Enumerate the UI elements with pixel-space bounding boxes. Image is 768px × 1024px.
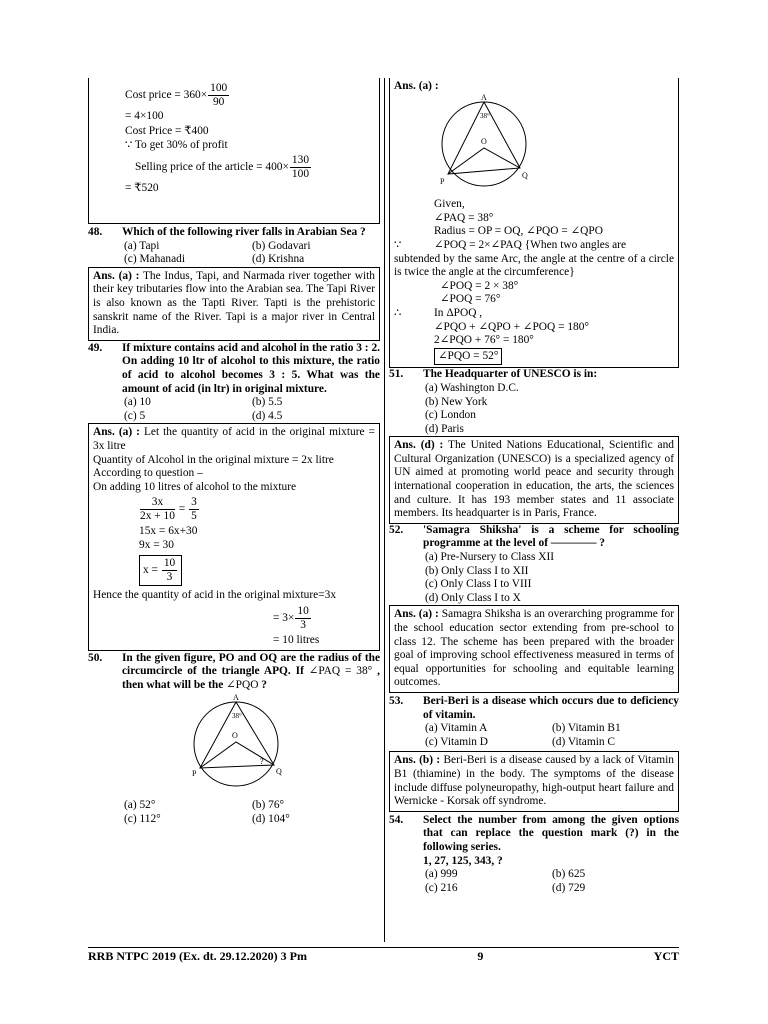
question-text: The Headquarter of UNESCO is in: bbox=[423, 368, 598, 381]
option-b: (b) 5.5 bbox=[252, 396, 283, 409]
angle-label: 38° bbox=[232, 712, 242, 721]
circle-triangle-figure bbox=[188, 694, 288, 794]
option-b: (b) Vitamin B1 bbox=[552, 722, 621, 735]
option-a: (a) 10 bbox=[124, 396, 151, 409]
exam-name: RRB NTPC 2019 (Ex. dt. 29.12.2020) 3 Pm bbox=[88, 949, 307, 963]
question-52 bbox=[389, 524, 679, 551]
option-d: (d) Only Class I to X bbox=[425, 591, 521, 604]
option-a: (a) Pre-Nursery to Class XII bbox=[425, 551, 555, 564]
label-p: P bbox=[192, 769, 197, 779]
answer-51-box: Ans. (d) : The United Nations Educational, Scientific and Cultural Organization (UNESCO) is a specialized agency of UN aimed at promoting world peace and security through international cooperation in education, the arts, the sciences and culture. It has 193 member states and 11 associate members. Its headquarter is in Paris, France. bbox=[389, 436, 679, 524]
calc-line: ∵ To get 30% of profit bbox=[125, 139, 228, 152]
option-c: (c) Mahanadi bbox=[124, 253, 186, 266]
label-q: Q bbox=[522, 170, 528, 180]
option-c: (c) Vitamin D bbox=[425, 735, 489, 748]
answer-49-box: Ans. (a) : Let the quantity of acid in the original mixture = 3x litre Quantity of Alcohol in the original mixture = 2x litre According to question – On adding 10 litres of alcohol to the mixture $\frac{3x}{2x + 10}$ = $\frac{3}{5}$ 15x = 6x+30 9x = 30 x = $\frac{10}{3}$ Hence the quantity of acid in the original mixture=3x = 3× $\frac{10}{3}$ = 10 litres bbox=[88, 423, 380, 650]
option-b: (b) New York bbox=[425, 395, 488, 408]
publisher: YCT bbox=[653, 949, 679, 963]
question-53 bbox=[389, 695, 679, 722]
question-49 bbox=[88, 342, 380, 396]
question-number: 54. bbox=[389, 813, 404, 826]
column-divider bbox=[384, 78, 385, 942]
question-number: 50. bbox=[88, 651, 103, 664]
answer-48-box: Ans. (a) : The Indus, Tapi, and Narmada river together with their key tributaries flow into the Arabian sea. The Tapi River is also known as the Tapti River. Tapti is the prehistoric sanskrit name of the River. Tapi is a major river in Central India. bbox=[88, 267, 380, 341]
options-53 bbox=[389, 722, 679, 749]
question-51 bbox=[389, 368, 679, 382]
question-text: Which of the following river falls in Arabian Sea ? bbox=[122, 226, 366, 238]
options-50 bbox=[88, 799, 380, 826]
question-54 bbox=[389, 814, 679, 868]
label-a: A bbox=[233, 694, 239, 703]
circle-triangle-figure bbox=[434, 94, 534, 194]
options-51 bbox=[389, 382, 679, 436]
ratio-equation: $\frac{3x}{2x + 10}$ = $\frac{3}{5}$ bbox=[140, 496, 197, 523]
unknown-angle: ? bbox=[260, 757, 264, 767]
option-b: (b) Godavari bbox=[252, 239, 311, 252]
option-d: (d) 729 bbox=[552, 881, 586, 894]
answer-52-box: Ans. (a) : Samagra Shiksha is an overarching programme for the school education sector extending from pre-school to class 12. The scheme has been prepared with the broader goal of improving school effectiveness measured in terms of equal opportunities for schooling and equitable learning outcomes. bbox=[389, 605, 679, 693]
option-d: (d) 4.5 bbox=[252, 409, 283, 422]
options-48 bbox=[88, 240, 380, 267]
cost-price-line: Cost price = 360× $\frac{100}{90}$ bbox=[125, 82, 228, 108]
option-a: (a) Vitamin A bbox=[425, 722, 488, 735]
option-c: (c) 112° bbox=[124, 812, 161, 825]
option-a: (a) Washington D.C. bbox=[425, 381, 519, 394]
number-series: 1, 27, 125, 343, ? bbox=[423, 854, 503, 867]
selling-price-line: Selling price of the article = 400× $\frac{130}{100}$ bbox=[135, 153, 310, 180]
question-text: Select the number from among the given options that can replace the question mark (?) in the following series. 1, 27, 125, 343, ? bbox=[423, 813, 679, 867]
figure-50 bbox=[88, 694, 380, 799]
option-c: (c) 216 bbox=[425, 881, 458, 894]
right-column bbox=[389, 78, 679, 895]
option-d: (d) Paris bbox=[425, 422, 464, 435]
question-text: Beri-Beri is a disease which occurs due to deficiency of vitamin. bbox=[423, 694, 679, 721]
calc-line: Cost Price = ₹400 bbox=[125, 124, 209, 137]
question-48 bbox=[88, 226, 380, 240]
options-54 bbox=[389, 868, 679, 895]
label-o: O bbox=[232, 731, 238, 741]
label-p: P bbox=[440, 176, 445, 186]
question-number: 53. bbox=[389, 694, 404, 707]
label-o: O bbox=[481, 136, 487, 146]
page-number: 9 bbox=[477, 949, 484, 963]
answer-53-box: Ans. (b) : Beri-Beri is a disease caused by a lack of Vitamin B1 (thiamine) in the body. The symptoms of the disease include diffuse polyneuropathy, high-output heart failure and Wernicke - Korsak off syndrome. bbox=[389, 751, 679, 811]
question-number: 51. bbox=[389, 368, 404, 381]
option-b: (b) 76° bbox=[252, 799, 285, 812]
left-column bbox=[88, 78, 380, 826]
option-a: (a) Tapi bbox=[124, 239, 160, 252]
angle-label: 38° bbox=[480, 111, 490, 120]
question-text: In the given figure, PO and OQ are the radius of the circumcircle of the triangle APQ. If ∠PAQ = 38° , then what will be the ∠PQO ? bbox=[122, 651, 380, 691]
question-number: 49. bbox=[88, 341, 103, 354]
options-52 bbox=[389, 551, 679, 605]
fraction: $\frac{100}{90}$ bbox=[210, 82, 228, 108]
answer-50-box: Ans. (a) : A 38° O P Q Given, ∠PAQ = 38° Radius = OP = OQ, ∠PQO = ∠QPO ∵ ∠POQ = 2×∠PAQ {When two angles are subtended by the same Arc, the angle at the centre of a circle is twice the angle at the circumference} ∠POQ = 2 × 38° ∠POQ = 76° ∴ In ΔPOQ , ∠PQO + ∠QPO + ∠POQ = 180° 2∠PQO + 76° = 180° ∠PQO = 52° bbox=[389, 78, 679, 368]
question-number: 52. bbox=[389, 523, 404, 536]
options-49 bbox=[88, 396, 380, 423]
boxed-result: ∠PQO = 52° bbox=[434, 348, 502, 366]
page-footer bbox=[88, 947, 679, 964]
question-text: If mixture contains acid and alcohol in the ratio 3 : 2. On adding 10 ltr of alcohol to this mixture, the ratio of acid to alcohol becomes 3 : 5. What was the amount of acid (in ltr) in original mixture. bbox=[122, 341, 380, 395]
prev-solution-box bbox=[88, 78, 380, 224]
question-text: 'Samagra Shiksha' is a scheme for schooling programme at the level of ———— ? bbox=[423, 523, 679, 550]
option-d: (d) Krishna bbox=[252, 253, 305, 266]
question-number: 48. bbox=[88, 226, 103, 238]
calc-line: = 4×100 bbox=[125, 110, 164, 122]
option-b: (b) 625 bbox=[552, 868, 586, 881]
option-b: (b) Only Class I to XII bbox=[425, 564, 529, 577]
question-50 bbox=[88, 652, 380, 693]
calc-line: = ₹520 bbox=[125, 181, 159, 194]
fraction: $\frac{130}{100}$ bbox=[291, 153, 310, 180]
figure-50-answer bbox=[394, 94, 674, 199]
option-d: (d) Vitamin C bbox=[552, 735, 616, 748]
label-a: A bbox=[481, 93, 487, 102]
option-a: (a) 999 bbox=[425, 868, 458, 881]
boxed-result: x = $\frac{10}{3}$ bbox=[139, 555, 182, 586]
option-c: (c) 5 bbox=[124, 409, 146, 422]
label-q: Q bbox=[276, 767, 282, 777]
option-c: (c) Only Class I to VIII bbox=[425, 578, 532, 591]
option-a: (a) 52° bbox=[124, 799, 156, 812]
option-d: (d) 104° bbox=[252, 812, 290, 825]
option-c: (c) London bbox=[425, 409, 476, 422]
